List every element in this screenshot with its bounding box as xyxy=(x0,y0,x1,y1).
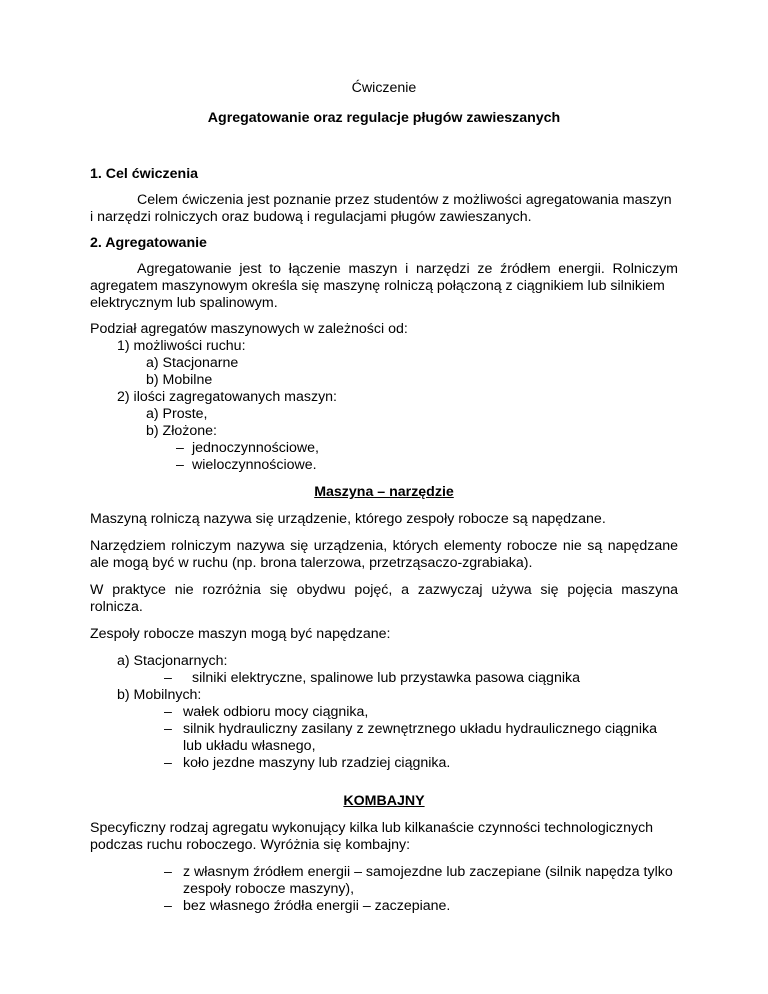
document-heading: Ćwiczenie xyxy=(351,80,417,96)
machine-definition: Maszyną rolniczą nazywa się urządzenie, którego zespoły robocze są napędzane. xyxy=(90,511,606,527)
combines-heading: KOMBAJNY xyxy=(343,793,425,809)
list-item-1a: a) Stacjonarne xyxy=(146,355,239,371)
document-title: Agregatowanie oraz regulacje pługów zawieszanych xyxy=(207,110,561,126)
section-1-line-1: Celem ćwiczenia jest poznanie przez studentów z możliwości agregatowania maszyn xyxy=(137,192,672,208)
list-item-1: 1) możliwości ruchu: xyxy=(117,338,246,354)
section-2-line-1: Agregatowanie jest to łączenie maszyn i narzędzi ze źródłem energii. Rolniczym xyxy=(137,261,678,277)
section-2-line-2: agregatem maszynowym określa się maszynę rolniczą połączoną z ciągnikiem lub silnikiem xyxy=(90,278,665,294)
section-2-line-3: elektrycznym lub spalinowym. xyxy=(90,295,278,311)
section-1-heading: 1. Cel ćwiczenia xyxy=(90,166,199,182)
list-item-1b: b) Mobilne xyxy=(146,372,213,388)
dash-bullet: – xyxy=(176,440,184,456)
section-2-heading: 2. Agregatowanie xyxy=(90,235,207,251)
list-item-2a: a) Proste, xyxy=(146,406,208,422)
combines-intro-line-2: podczas ruchu roboczego. Wyróżnia się kombajny: xyxy=(90,837,411,853)
drive-mobile-item-continued: lub układu własnego, xyxy=(183,738,316,754)
combines-type-item: – bez własnego źródła energii – zaczepiane. xyxy=(164,898,451,914)
list-item-2: 2) ilości zagregatowanych maszyn: xyxy=(117,389,338,405)
drive-mobile-item: – silnik hydrauliczny zasilany z zewnętrznego układu hydraulicznego ciągnika xyxy=(164,721,657,737)
dash-bullet: – xyxy=(164,670,172,686)
list-dash-item: – jednoczynnościowe, xyxy=(176,440,319,456)
combines-type-item: – z własnym źródłem energii – samojezdne lub zaczepiane (silnik napędza tylko xyxy=(164,864,673,880)
machine-tool-heading: Maszyna – narzędzie xyxy=(314,484,454,500)
drive-stationary-label: a) Stacjonarnych: xyxy=(117,653,228,669)
dash-bullet: – xyxy=(164,721,172,737)
list-item-2b: b) Złożone: xyxy=(146,423,217,439)
combines-intro-line-1: Specyficzny rodzaj agregatu wykonujący kilka lub kilkanaście czynności technologicznych xyxy=(90,820,654,836)
dash-bullet: – xyxy=(164,755,172,771)
drive-mobile-label: b) Mobilnych: xyxy=(117,687,202,703)
drive-stationary-item: – silniki elektryczne, spalinowe lub przystawka pasowa ciągnika xyxy=(164,670,580,686)
dash-bullet: – xyxy=(176,457,184,473)
practice-note-line-2: rolnicza. xyxy=(90,599,143,615)
dash-bullet: – xyxy=(164,704,172,720)
dash-bullet: – xyxy=(164,898,172,914)
drive-mobile-item: – koło jezdne maszyny lub rzadziej ciągnika. xyxy=(164,755,451,771)
division-intro: Podział agregatów maszynowych w zależności od: xyxy=(90,321,408,337)
drive-intro: Zespoły robocze maszyn mogą być napędzane: xyxy=(90,626,391,642)
practice-note-line-1: W praktyce nie rozróżnia się obydwu pojęć, a zazwyczaj używa się pojęcia maszyna xyxy=(90,582,678,598)
section-1-line-2: i narzędzi rolniczych oraz budową i regulacjami pługów zawieszanych. xyxy=(90,209,532,225)
tool-definition-line-1: Narzędziem rolniczym nazywa się urządzenia, których elementy robocze nie są napędzane xyxy=(90,538,678,554)
dash-bullet: – xyxy=(164,864,172,880)
combines-type-item-continued: zespoły robocze maszyny), xyxy=(183,881,355,897)
tool-definition-line-2: ale mogą być w ruchu (np. brona talerzowa, przetrząsaczo-zgrabiaka). xyxy=(90,555,533,571)
drive-mobile-item: – wałek odbioru mocy ciągnika, xyxy=(164,704,369,720)
list-dash-item: – wieloczynnościowe. xyxy=(176,457,317,473)
